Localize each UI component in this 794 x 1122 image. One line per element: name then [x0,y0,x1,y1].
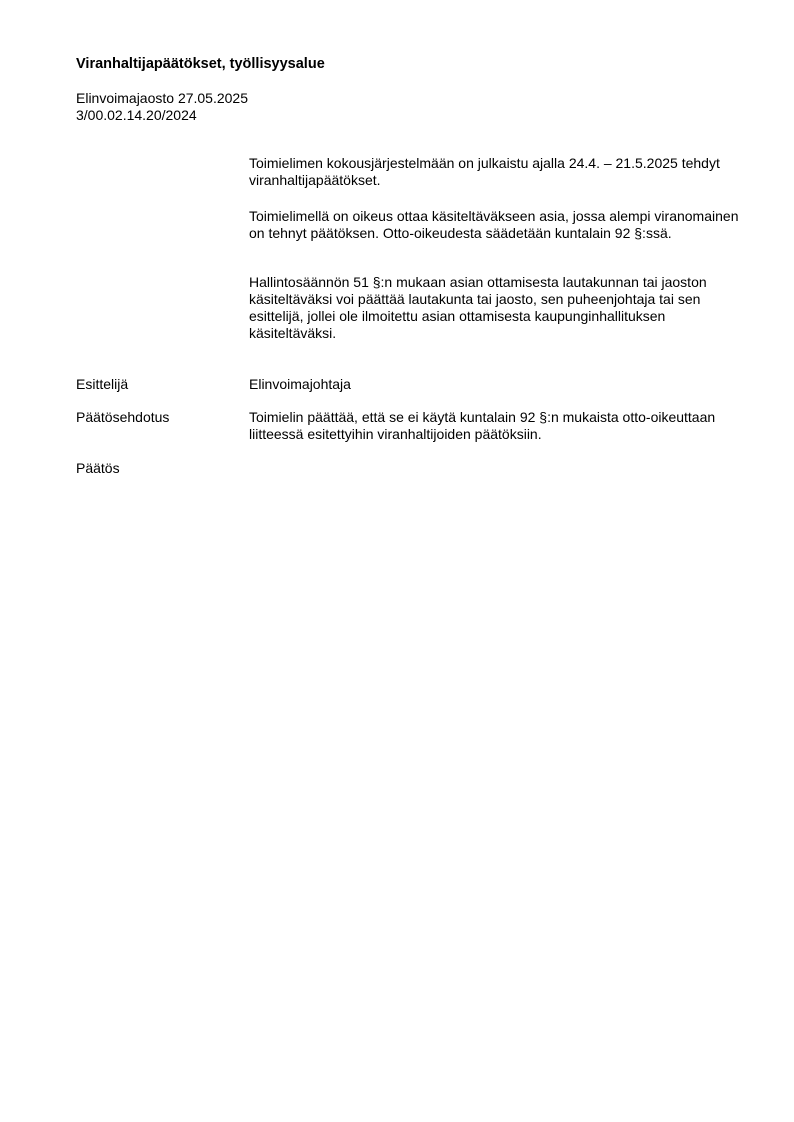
document-title: Viranhaltijapäätökset, työllisyysalue [76,56,325,72]
case-number: 3/00.02.14.20/2024 [76,107,197,123]
document-meta [76,90,248,124]
paragraph-otto-oikeus: Toimielimellä on oikeus ottaa käsiteltäväkseen asia, jossa alempi viranomainen on tehnyt päätöksen. Otto-oikeudesta säädetään kuntalain 92 §:ssä. [249,208,739,241]
meeting-info: Elinvoimajaosto 27.05.2025 [76,90,249,106]
paatosehdotus-value: Toimielin päättää, että se ei käytä kuntalain 92 §:n mukaista otto-oikeuttaan liitteessä esitettyihin viranhaltijoiden päätöksiin. [249,409,716,442]
paragraph-publication: Toimielimen kokousjärjestelmään on julkaistu ajalla 24.4. – 21.5.2025 tehdyt viranhaltijapäätökset. [249,155,720,188]
paatos-label: Päätös [76,460,120,476]
esittelija-label: Esittelijä [76,376,129,392]
paragraph-hallintosaanto: Hallintosäännön 51 §:n mukaan asian ottamisesta lautakunnan tai jaoston käsiteltäväksi voi päättää lautakunta tai jaosto, sen puheenjohtaja tai sen esittelijä, jollei ole ilmoitettu asian ottamisesta kaupunginhallituksen käsiteltäväksi. [249,274,707,341]
paatosehdotus-label: Päätösehdotus [76,409,170,425]
esittelija-value: Elinvoimajohtaja [249,376,351,392]
